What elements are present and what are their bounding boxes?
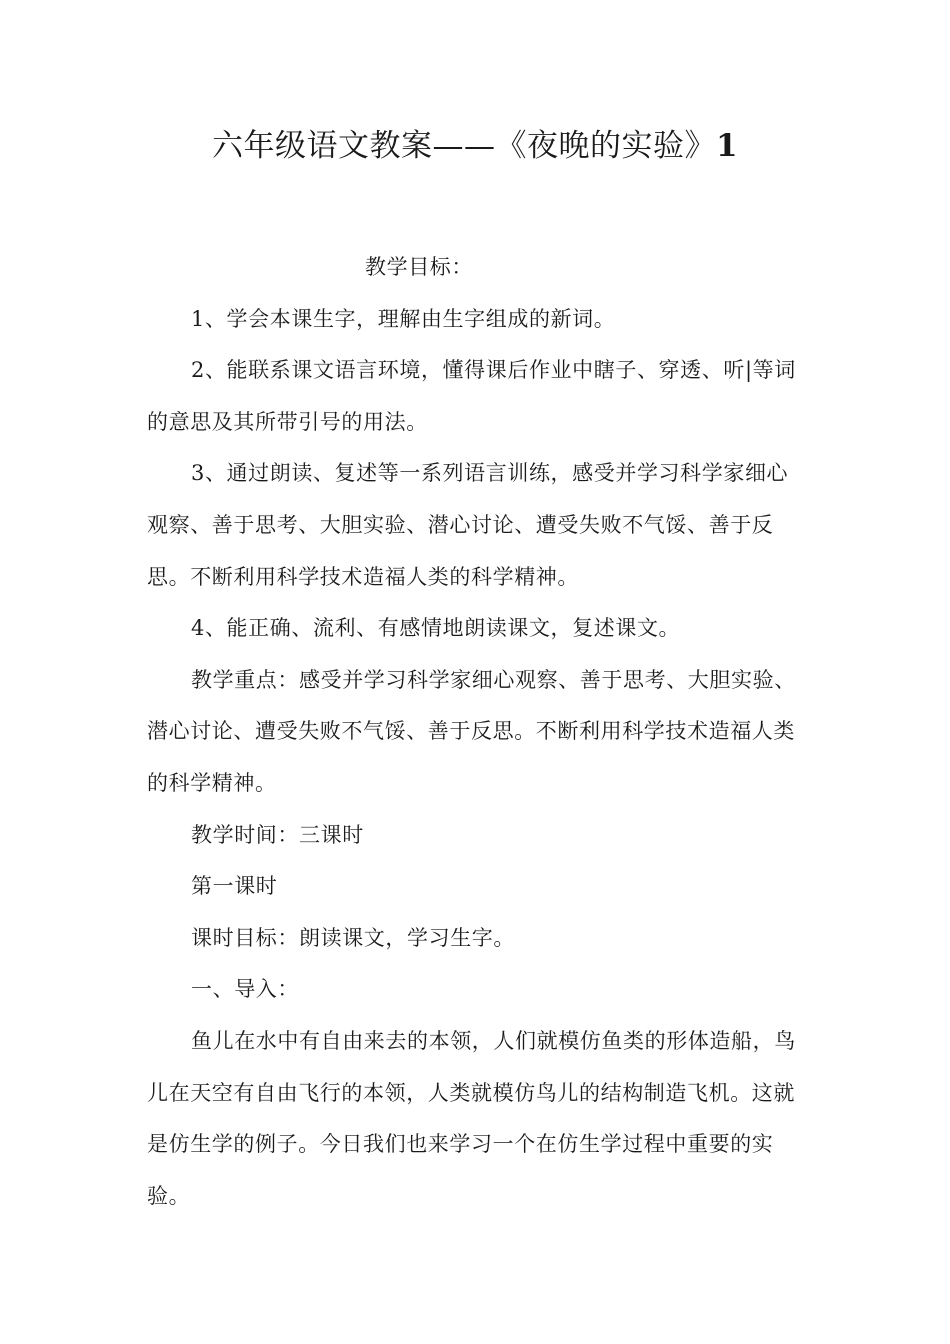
first-lesson-heading: 第一课时 xyxy=(191,874,278,899)
objective-4: 4、能正确、流利、有感情地朗读课文，复述课文。 xyxy=(191,616,681,641)
title-number: 1 xyxy=(715,128,739,164)
document-body xyxy=(147,242,803,1222)
objective-3: 3、通过朗读、复述等一系列语言训练，感受并学习科学家细心观察、善于思考、大胆实验、潜心讨论、遭受失败不气馁、善于反思。不断利用科学技术造福人类的科学精神。 xyxy=(147,461,789,589)
document-title xyxy=(0,124,950,168)
teaching-focus: 教学重点：感受并学习科学家细心观察、善于思考、大胆实验、潜心讨论、遭受失败不气馁、善于反思。不断利用科学技术造福人类的科学精神。 xyxy=(147,667,796,795)
introduction-paragraph: 鱼儿在水中有自由来去的本领，人们就模仿鱼类的形体造船，鸟儿在天空有自由飞行的本领，人类就模仿鸟儿的结构制造飞机。这就是仿生学的例子。今日我们也来学习一个在仿生学过程中重要的实验。 xyxy=(147,1028,796,1208)
lesson-objective: 课时目标：朗读课文，学习生字。 xyxy=(191,925,515,950)
title-text: 六年级语文教案——《夜晚的实验》 xyxy=(211,128,716,164)
objective-2: 2、能联系课文语言环境，懂得课后作业中瞎子、穿透、听|等词的意思及其所带引号的用法。 xyxy=(147,358,796,434)
teaching-time: 教学时间：三课时 xyxy=(191,822,364,847)
objective-1: 1、学会本课生字，理解由生字组成的新词。 xyxy=(191,306,616,331)
introduction-heading: 一、导入： xyxy=(191,977,299,1002)
section-heading-objectives: 教学目标： xyxy=(365,255,473,279)
